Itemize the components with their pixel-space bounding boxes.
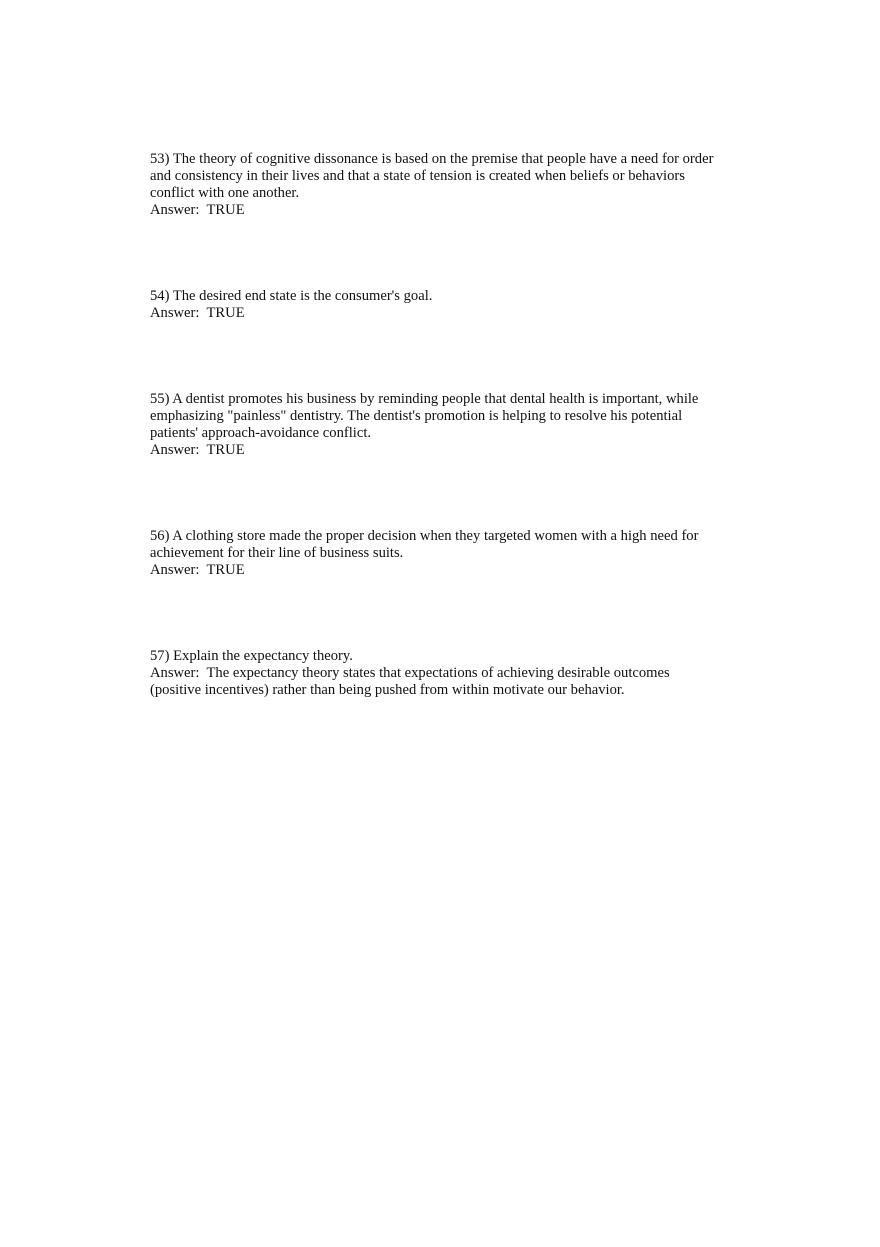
- answer-label: Answer:: [150, 665, 200, 681]
- answer-line: [150, 562, 740, 579]
- answer-value: The expectancy theory states that expectations of achieving desirable outcomes: [206, 665, 670, 681]
- answer-label: Answer:: [150, 202, 200, 218]
- question-text-line: patients' approach-avoidance conflict.: [150, 425, 372, 441]
- answer-line: [150, 305, 740, 322]
- answer-value: TRUE: [206, 305, 245, 321]
- answer-line: [150, 442, 740, 459]
- answer-line: [150, 665, 740, 682]
- answer-value: TRUE: [206, 562, 245, 578]
- answer-label: Answer:: [150, 305, 200, 321]
- question-text-line: 55) A dentist promotes his business by reminding people that dental health is important, while: [150, 391, 699, 407]
- question-57: [150, 648, 740, 699]
- question-text-line: 57) Explain the expectancy theory.: [150, 648, 353, 664]
- answer-value: TRUE: [206, 202, 245, 218]
- answer-continuation-line: (positive incentives) rather than being pushed from within motivate our behavior.: [150, 682, 625, 698]
- answer-line: [150, 202, 740, 219]
- answer-label: Answer:: [150, 442, 200, 458]
- question-text-line: 56) A clothing store made the proper decision when they targeted women with a high need for: [150, 528, 699, 544]
- question-53: [150, 151, 740, 219]
- question-text-line: achievement for their line of business suits.: [150, 545, 404, 561]
- question-54: [150, 288, 740, 322]
- question-55: [150, 391, 740, 459]
- question-text-line: 54) The desired end state is the consumer's goal.: [150, 288, 433, 304]
- question-text-line: and consistency in their lives and that a state of tension is created when beliefs or behaviors: [150, 168, 685, 184]
- question-text-line: emphasizing "painless" dentistry. The dentist's promotion is helping to resolve his potential: [150, 408, 683, 424]
- answer-value: TRUE: [206, 442, 245, 458]
- question-text-line: 53) The theory of cognitive dissonance is based on the premise that people have a need for order: [150, 151, 714, 167]
- answer-label: Answer:: [150, 562, 200, 578]
- question-text-line: conflict with one another.: [150, 185, 300, 201]
- question-56: [150, 528, 740, 579]
